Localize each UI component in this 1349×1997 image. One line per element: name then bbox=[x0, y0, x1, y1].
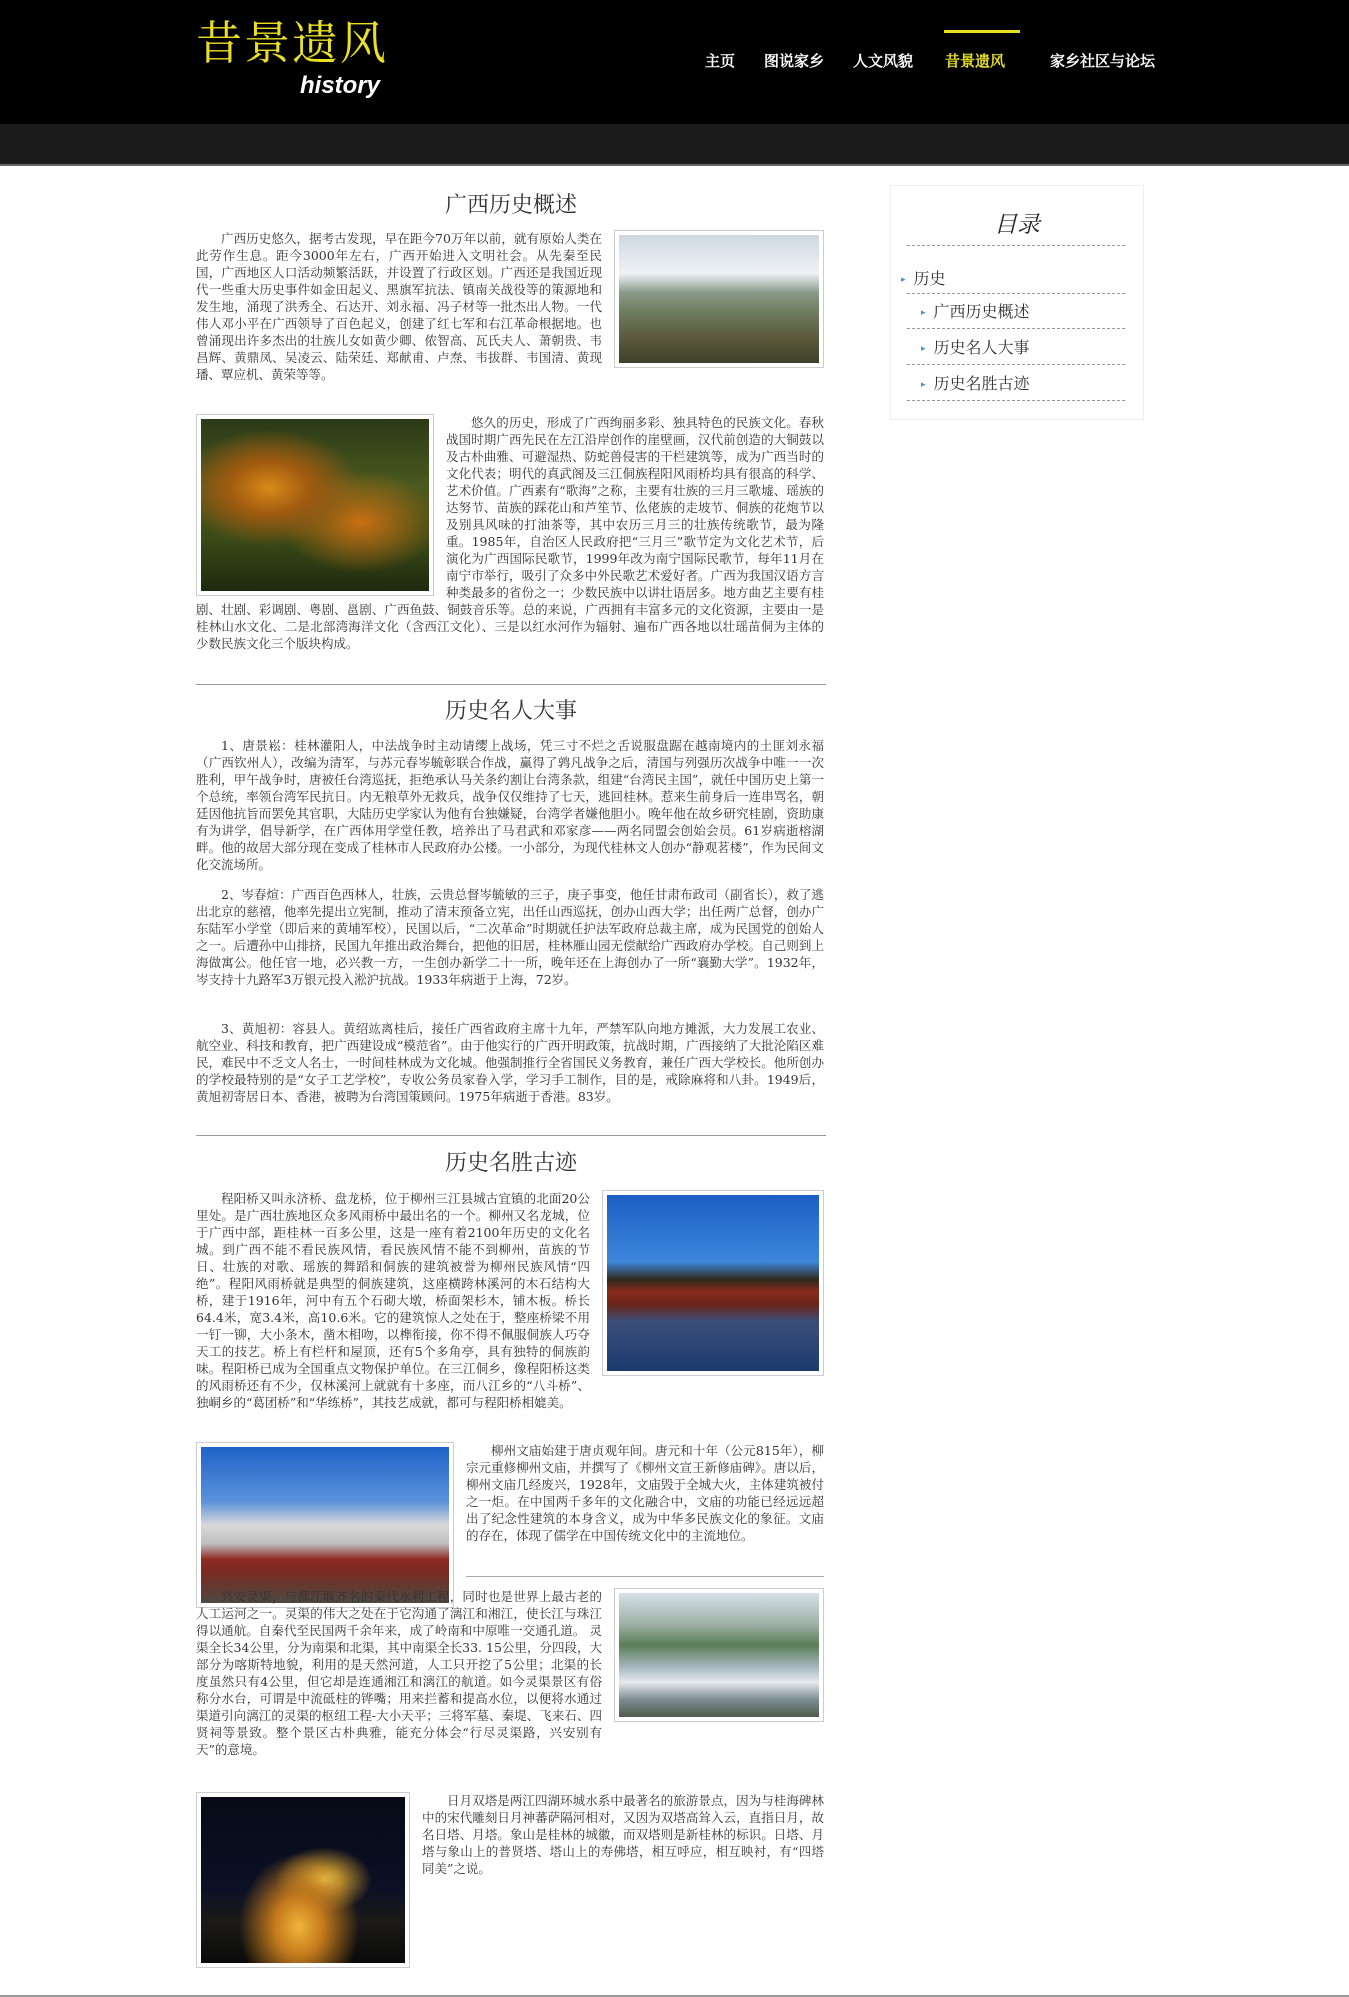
toc-rule-top bbox=[907, 245, 1125, 246]
nav-item-culture[interactable]: 人文风貌 bbox=[853, 52, 914, 70]
toc-rule bbox=[907, 328, 1125, 329]
toc-item-sites[interactable] bbox=[921, 371, 1030, 394]
toc-item-figures[interactable] bbox=[921, 335, 1030, 358]
nav-item-community-forum[interactable]: 家乡社区与论坛 bbox=[1050, 52, 1156, 70]
overview-paragraph-2 bbox=[196, 414, 824, 652]
site-liuzhou-temple bbox=[196, 1442, 824, 1612]
nav-active-indicator bbox=[944, 30, 1020, 33]
site-text-pagodas: 日月双塔是两江四湖环城水系中最著名的旅游景点，因为与桂海碑林中的宋代雕刻日月神蕃萨隔河相对，又因为双塔高耸入云，直指日月，故名日塔、月塔。象山是桂林的城徽，而双塔则是新桂林的标识。日塔、月塔与象山上的普贤塔、塔山上的寿佛塔，相互呼应，相互映衬，有“四塔同美”之说。 bbox=[422, 1793, 824, 1876]
nav-item-hometown-photos[interactable]: 图说家乡 bbox=[764, 52, 825, 70]
table-of-contents bbox=[890, 185, 1144, 420]
section-divider-1 bbox=[196, 684, 826, 685]
terrace-fields-photo bbox=[614, 230, 824, 368]
toc-item-label: 历史名人大事 bbox=[933, 338, 1030, 357]
inline-divider bbox=[466, 1576, 824, 1577]
autumn-forest-photo bbox=[196, 414, 434, 596]
nav-item-history[interactable]: 昔景遗风 bbox=[945, 52, 1006, 70]
toc-rule bbox=[907, 293, 1125, 294]
toc-item-label: 历史 bbox=[913, 269, 946, 288]
top-header-bar bbox=[0, 0, 1349, 124]
figure-huang-xuchu: 3、黄旭初：容县人。黄绍竑离桂后，接任广西省政府主席十九年，严禁军队向地方摊派，大力发展工农业、航空业、科技和教育，把广西建设成“模范省”。由于他实行的广西开明政策，抗战时期，广西接纳了大批沦陷区难民，难民中不乏文人名士，一时间桂林成为文化城。他强制推行全省国民义务教育，兼任广西大学校长。他所创办的学校最特别的是“女子工艺学校”，专收公务员家眷入学，学习手工制作，目的是，戒除麻将和八卦。1949后，黄旭初寄居日本、香港，被聘为台湾国策顾问。1975年病逝于香港。83岁。 bbox=[196, 1021, 824, 1104]
toc-bullet-icon: ▸ bbox=[901, 275, 906, 285]
toc-bullet-icon: ▸ bbox=[921, 380, 926, 390]
toc-rule-bottom bbox=[907, 400, 1125, 401]
site-text-bridge: 程阳桥又叫永济桥、盘龙桥，位于柳州三江县城古宜镇的北面20公里处。是广西壮族地区众多风雨桥中最出名的一个。柳州又名龙城，位于广西中部，距桂林一百多公里，这是一座有着2100年历史的文化名城。到广西不能不看民族风情，看民族风情不能不到柳州，苗族的节日、壮族的对歌、瑶族的舞蹈和侗族的建筑被誉为柳州民族风情“四绝”。程阳风雨桥就是典型的侗族建筑，这座横跨林溪河的木石结构大桥，建于1916年，河中有五个石砌大墩，桥面架杉木，铺木板。桥长64.4米，宽3.4米，高10.6米。它的建筑惊人之处在于，整座桥梁不用一钉一铆，大小条木，凿木相吻，以榫衔接，你不得不佩服侗族人巧夺天工的技艺。桥上有栏杆和屋顶，还有5个多角亭，具有独特的侗族韵味。程阳桥已成为全国重点文物保护单位。在三江侗乡，像程阳桥这类的风雨桥还有不少，仅林溪河上就就有十多座，而八江乡的“八斗桥”、独峒乡的“葛团桥”和“华练桥”，其技艺成就，都可与程阳桥相媲美。 bbox=[196, 1191, 590, 1410]
site-text-canal: 兴安灵渠，与都江堰齐名的秦代水利工程，同时也是世界上最古老的人工运河之一。灵渠的伟大之处在于它沟通了漓江和湘江，使长江与珠江得以通航。自秦代至民国两千余年来，成了岭南和中原唯一交通孔道。 灵渠全长34公里，分为南渠和北渠，其中南渠全长33. 15公里，分四段，大部分为喀斯特地貌，利用的是天然河道，人工只开挖了5公里；北渠的长度虽然只有4公里，但它却是连通湘江和漓江的航道。如今灵渠景区有俗称分水台，可谓是中流砥柱的铧嘴；用来拦蓄和提高水位，以便将水通过渠道引向漓江的灵渠的枢纽工程-大小天平；三将军墓、秦堤、飞来石、四贤祠等景致。整个景区古朴典雅，能充分体会“行尽灵渠路，兴安别有天”的意境。 bbox=[196, 1589, 602, 1757]
figure-tang-jingsong: 1、唐景崧：桂林灌阳人，中法战争时主动请缨上战场，凭三寸不烂之舌说服盘踞在越南境内的土匪刘永福（广西钦州人），改编为清军，与苏元春岑毓彰联合作战，赢得了鹑凡战争之后，清国与列强历次战争中唯一一次胜利，甲午战争时，唐被任台湾巡抚，拒绝承认马关条约割让台湾条款，组建“台湾民主国”，就任中国历史上第一个总统，率领台湾军民抗日。内无粮草外无救兵，战争仅仅维持了七天，逃回桂林。惹来生前身后一连串骂名，朝廷因他抗旨而罢免其官职，大陆历史学家认为他有台独嫌疑，台湾学者嫌他胆小。晚年他在故乡研究桂剧，资助康有为讲学，倡导新学，在广西体用学堂任教，培养出了马君武和邓家彦——两名同盟会创始会员。61岁病逝榕湖畔。他的故居大部分现在变成了桂林市人民政府办公楼。一小部分，为现代桂林文人创办“静观茗楼”，作为民间文化交流场所。 bbox=[196, 738, 824, 872]
overview-text-1: 广西历史悠久，据考古发现，早在距今70万年以前，就有原始人类在此劳作生息。距今3000年左右，广西开始进入文明社会。从先秦至民国，广西地区人口活动频繁活跃，并设置了行政区划。广西还是我国近现代一些重大历史事件如金田起义、黑旗军抗法、镇南关战役等的策源地和发生地，涌现了洪秀全、石达开、刘永福、冯子材等一批杰出人物。一代伟人邓小平在广西领导了百色起义，创建了红七军和右江革命根据地。也曾涌现出许多杰出的壮族儿女如黄少卿、侬智高、瓦氏夫人、萧朝贵、韦昌辉、黄鼎凤、吴凌云、陆荣廷、郑献甫、卢焘、韦拔群、韦国清、黄现璠、覃应机、黄荣等等。 bbox=[196, 231, 602, 382]
confucius-temple-photo bbox=[196, 1442, 454, 1608]
header-dark-strip bbox=[0, 124, 1349, 164]
section-divider-2 bbox=[196, 1135, 826, 1136]
overview-paragraph-1 bbox=[196, 230, 824, 383]
toc-rule bbox=[907, 364, 1125, 365]
section-title-figures: 历史名人大事 bbox=[444, 699, 577, 724]
toc-item-history[interactable] bbox=[901, 266, 946, 289]
toc-item-label: 历史名胜古迹 bbox=[933, 374, 1030, 393]
site-chengyang-bridge bbox=[196, 1190, 824, 1411]
site-lingqu-canal bbox=[196, 1588, 824, 1758]
sun-moon-pagodas-photo bbox=[196, 1792, 410, 1968]
toc-bullet-icon: ▸ bbox=[921, 308, 926, 318]
toc-item-overview[interactable] bbox=[921, 299, 1030, 322]
section-title-sites: 历史名胜古迹 bbox=[444, 1151, 577, 1176]
site-sun-moon-pagodas bbox=[196, 1792, 824, 1972]
wind-rain-bridge-photo bbox=[602, 1190, 824, 1376]
site-logo-title[interactable]: 昔景遗风 bbox=[196, 16, 388, 70]
site-logo-subtitle: history bbox=[300, 72, 381, 99]
figure-cen-chunxuan: 2、岑春煊：广西百色西林人，壮族，云贵总督岑毓敏的三子，庚子事变，他任甘肃布政司（副省长），救了逃出北京的慈禧，他率先提出立宪制，推动了清末预备立宪，出任山西巡抚，创办山西大学；出任两广总督，创办广东陆军小学堂（即后来的黄埔军校），民国以后，“二次革命”时期就任护法军政府总裁主席，成为民国党的创始人之一。后遭孙中山排挤，民国九年推出政治舞台，把他的旧居，桂林雁山园无偿献给广西政府办学校。自己则到上海做寓公。他任官一地，必兴教一方，一生创办新学二十一所，晚年还在上海创办了一所“襄勤大学”。1932年，岑支持十九路军3万银元投入淞沪抗战。1933年病逝于上海，72岁。 bbox=[196, 887, 824, 987]
header-strip-border bbox=[0, 164, 1349, 166]
site-text-temple: 柳州文庙始建于唐贞观年间。唐元和十年（公元815年），柳宗元重修柳州文庙，并撰写了《柳州文宣王新修庙碑》。唐以后，柳州文庙几经废兴，1928年，文庙毁于全城大火，主体建筑被付之一炬。在中国两千多年的文化融合中，文庙的功能已经远远超出了纪念性建筑的本身含义，成为中华多民族文化的象征。文庙的存在，体现了儒学在中国传统文化中的主流地位。 bbox=[466, 1443, 824, 1543]
nav-item-home[interactable]: 主页 bbox=[705, 52, 736, 70]
toc-title: 目录 bbox=[994, 212, 1040, 238]
toc-item-label: 广西历史概述 bbox=[933, 302, 1030, 321]
lingqu-canal-photo bbox=[614, 1588, 824, 1722]
section-title-overview: 广西历史概述 bbox=[444, 193, 577, 218]
overview-text-2: 悠久的历史，形成了广西绚丽多彩、独具特色的民族文化。春秋战国时期广西先民在左江沿岸创作的崖壁画，汉代前创造的大铜鼓以及古朴曲雅、可避湿热、防蛇兽侵害的干栏建筑等，成为广西当时的文化代表；明代的真武阁及三江侗族程阳风雨桥均具有很高的科学、艺术价值。广西素有“歌海”之称，主要有壮族的三月三歌墟、瑶族的达努节、苗族的踩花山和芦笙节、仫佬族的走坡节、侗族的花炮节以及别具风味的打油茶等，其中农历三月三的壮族传统歌节，最为隆重。1985年，自治区人民政府把“三月三”歌节定为文化艺术节，后演化为广西国际民歌节，1999年改为南宁国际民歌节，每年11月在南宁市举行，吸引了众多中外民歌艺术爱好者。广西为我国汉语方言种类最多的省份之一；少数民族中以讲壮语居多。地方曲艺主要有桂剧、壮剧、彩调剧、粤剧、邕剧、广西鱼鼓、铜鼓音乐等。总的来说，广西拥有丰富多元的文化资源，主要由一是桂林山水文化、二是北部湾海洋文化（含西江文化）、三是以红水河作为辐射、遍布广西各地以壮瑶苗侗为主体的少数民族文化三个版块构成。 bbox=[196, 415, 824, 651]
toc-bullet-icon: ▸ bbox=[921, 344, 926, 354]
